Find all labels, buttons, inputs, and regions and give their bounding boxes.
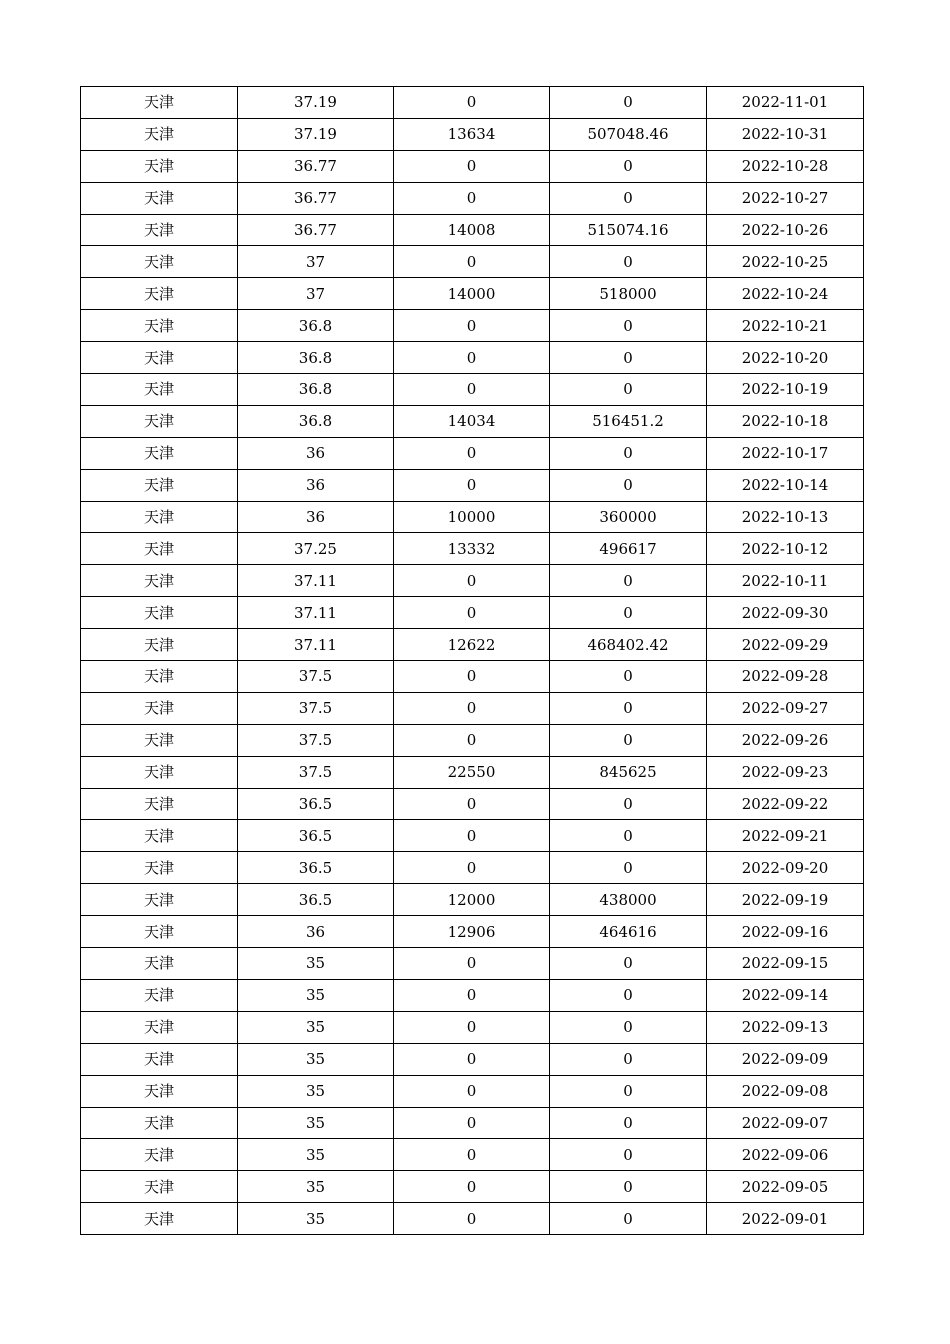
volume-cell: 0 [394, 788, 550, 820]
table-row [81, 979, 864, 1011]
price-cell: 37.19 [238, 87, 394, 119]
price-cell: 37.5 [238, 756, 394, 788]
price-cell: 35 [238, 1043, 394, 1075]
date-cell: 2022-09-23 [707, 756, 864, 788]
date-cell: 2022-10-27 [707, 182, 864, 214]
volume-cell: 0 [394, 1171, 550, 1203]
region-cell: 天津 [81, 246, 238, 278]
table-row [81, 278, 864, 310]
amount-cell: 0 [550, 724, 707, 756]
amount-cell: 0 [550, 1075, 707, 1107]
date-cell: 2022-09-13 [707, 1011, 864, 1043]
date-cell: 2022-09-14 [707, 979, 864, 1011]
date-cell: 2022-09-19 [707, 884, 864, 916]
volume-cell: 0 [394, 469, 550, 501]
region-cell: 天津 [81, 1171, 238, 1203]
region-cell: 天津 [81, 756, 238, 788]
table-row [81, 1011, 864, 1043]
volume-cell: 13332 [394, 533, 550, 565]
region-cell: 天津 [81, 1075, 238, 1107]
region-cell: 天津 [81, 852, 238, 884]
volume-cell: 12906 [394, 916, 550, 948]
date-cell: 2022-11-01 [707, 87, 864, 119]
date-cell: 2022-10-17 [707, 437, 864, 469]
table-row [81, 182, 864, 214]
region-cell: 天津 [81, 629, 238, 661]
date-cell: 2022-09-09 [707, 1043, 864, 1075]
region-cell: 天津 [81, 437, 238, 469]
price-cell: 37.5 [238, 692, 394, 724]
region-cell: 天津 [81, 1203, 238, 1235]
price-cell: 36.5 [238, 852, 394, 884]
price-cell: 36.77 [238, 214, 394, 246]
price-cell: 35 [238, 1011, 394, 1043]
price-cell: 37.25 [238, 533, 394, 565]
volume-cell: 0 [394, 1203, 550, 1235]
table-row [81, 1107, 864, 1139]
amount-cell: 464616 [550, 916, 707, 948]
region-cell: 天津 [81, 533, 238, 565]
volume-cell: 14000 [394, 278, 550, 310]
price-cell: 35 [238, 979, 394, 1011]
amount-cell: 0 [550, 150, 707, 182]
region-cell: 天津 [81, 469, 238, 501]
amount-cell: 0 [550, 1203, 707, 1235]
table-row [81, 469, 864, 501]
volume-cell: 0 [394, 820, 550, 852]
table-row [81, 118, 864, 150]
volume-cell: 14034 [394, 405, 550, 437]
amount-cell: 0 [550, 469, 707, 501]
table-row [81, 692, 864, 724]
region-cell: 天津 [81, 1043, 238, 1075]
price-cell: 37.11 [238, 629, 394, 661]
table-row [81, 374, 864, 406]
amount-cell: 0 [550, 788, 707, 820]
table-row [81, 820, 864, 852]
price-cell: 36 [238, 437, 394, 469]
region-cell: 天津 [81, 374, 238, 406]
date-cell: 2022-09-27 [707, 692, 864, 724]
table-row [81, 661, 864, 693]
date-cell: 2022-09-05 [707, 1171, 864, 1203]
price-cell: 36.5 [238, 820, 394, 852]
amount-cell: 515074.16 [550, 214, 707, 246]
amount-cell: 516451.2 [550, 405, 707, 437]
price-cell: 36.8 [238, 342, 394, 374]
region-cell: 天津 [81, 182, 238, 214]
volume-cell: 14008 [394, 214, 550, 246]
date-cell: 2022-09-22 [707, 788, 864, 820]
price-cell: 36.77 [238, 150, 394, 182]
price-cell: 37 [238, 246, 394, 278]
amount-cell: 0 [550, 374, 707, 406]
date-cell: 2022-10-14 [707, 469, 864, 501]
amount-cell: 360000 [550, 501, 707, 533]
date-cell: 2022-09-08 [707, 1075, 864, 1107]
volume-cell: 12622 [394, 629, 550, 661]
region-cell: 天津 [81, 278, 238, 310]
date-cell: 2022-10-21 [707, 310, 864, 342]
table-row [81, 724, 864, 756]
amount-cell: 0 [550, 1043, 707, 1075]
volume-cell: 0 [394, 979, 550, 1011]
amount-cell: 0 [550, 437, 707, 469]
region-cell: 天津 [81, 661, 238, 693]
date-cell: 2022-10-31 [707, 118, 864, 150]
amount-cell: 0 [550, 979, 707, 1011]
amount-cell: 845625 [550, 756, 707, 788]
amount-cell: 0 [550, 852, 707, 884]
table-row [81, 533, 864, 565]
region-cell: 天津 [81, 884, 238, 916]
region-cell: 天津 [81, 692, 238, 724]
volume-cell: 0 [394, 310, 550, 342]
region-cell: 天津 [81, 948, 238, 980]
volume-cell: 0 [394, 692, 550, 724]
price-cell: 36 [238, 501, 394, 533]
amount-cell: 0 [550, 1171, 707, 1203]
table-row [81, 214, 864, 246]
region-cell: 天津 [81, 820, 238, 852]
date-cell: 2022-10-12 [707, 533, 864, 565]
table-row [81, 788, 864, 820]
price-cell: 36 [238, 916, 394, 948]
amount-cell: 0 [550, 1107, 707, 1139]
date-cell: 2022-09-20 [707, 852, 864, 884]
volume-cell: 0 [394, 1075, 550, 1107]
price-cell: 37.19 [238, 118, 394, 150]
table-row [81, 1075, 864, 1107]
price-cell: 36.8 [238, 374, 394, 406]
date-cell: 2022-09-01 [707, 1203, 864, 1235]
date-cell: 2022-10-18 [707, 405, 864, 437]
price-cell: 35 [238, 1171, 394, 1203]
amount-cell: 0 [550, 246, 707, 278]
amount-cell: 468402.42 [550, 629, 707, 661]
amount-cell: 438000 [550, 884, 707, 916]
price-cell: 36 [238, 469, 394, 501]
volume-cell: 0 [394, 948, 550, 980]
date-cell: 2022-09-15 [707, 948, 864, 980]
volume-cell: 0 [394, 597, 550, 629]
amount-cell: 0 [550, 692, 707, 724]
price-cell: 35 [238, 1203, 394, 1235]
price-cell: 36.8 [238, 405, 394, 437]
table-row [81, 1203, 864, 1235]
region-cell: 天津 [81, 1011, 238, 1043]
volume-cell: 0 [394, 437, 550, 469]
price-cell: 35 [238, 1139, 394, 1171]
date-cell: 2022-10-20 [707, 342, 864, 374]
amount-cell: 0 [550, 87, 707, 119]
region-cell: 天津 [81, 788, 238, 820]
table-row [81, 884, 864, 916]
date-cell: 2022-09-07 [707, 1107, 864, 1139]
region-cell: 天津 [81, 979, 238, 1011]
region-cell: 天津 [81, 310, 238, 342]
price-cell: 37.5 [238, 724, 394, 756]
volume-cell: 0 [394, 87, 550, 119]
region-cell: 天津 [81, 916, 238, 948]
amount-cell: 0 [550, 182, 707, 214]
region-cell: 天津 [81, 597, 238, 629]
volume-cell: 0 [394, 1107, 550, 1139]
region-cell: 天津 [81, 150, 238, 182]
date-cell: 2022-10-19 [707, 374, 864, 406]
table-row [81, 87, 864, 119]
amount-cell: 0 [550, 597, 707, 629]
table-row [81, 565, 864, 597]
volume-cell: 0 [394, 342, 550, 374]
volume-cell: 12000 [394, 884, 550, 916]
amount-cell: 0 [550, 661, 707, 693]
price-cell: 35 [238, 1107, 394, 1139]
price-cell: 36.5 [238, 884, 394, 916]
region-cell: 天津 [81, 724, 238, 756]
table-row [81, 1171, 864, 1203]
table-row [81, 852, 864, 884]
volume-cell: 0 [394, 852, 550, 884]
date-cell: 2022-09-29 [707, 629, 864, 661]
volume-cell: 0 [394, 246, 550, 278]
volume-cell: 10000 [394, 501, 550, 533]
amount-cell: 0 [550, 310, 707, 342]
region-cell: 天津 [81, 565, 238, 597]
table-row [81, 1043, 864, 1075]
date-cell: 2022-09-21 [707, 820, 864, 852]
date-cell: 2022-10-28 [707, 150, 864, 182]
amount-cell: 0 [550, 342, 707, 374]
price-cell: 36.8 [238, 310, 394, 342]
volume-cell: 0 [394, 661, 550, 693]
date-cell: 2022-10-24 [707, 278, 864, 310]
amount-cell: 0 [550, 1011, 707, 1043]
price-cell: 35 [238, 1075, 394, 1107]
date-cell: 2022-10-11 [707, 565, 864, 597]
table-row [81, 405, 864, 437]
date-cell: 2022-10-13 [707, 501, 864, 533]
table-row [81, 342, 864, 374]
region-cell: 天津 [81, 1107, 238, 1139]
amount-cell: 0 [550, 820, 707, 852]
date-cell: 2022-09-30 [707, 597, 864, 629]
region-cell: 天津 [81, 501, 238, 533]
volume-cell: 0 [394, 1011, 550, 1043]
table-body [81, 87, 864, 1235]
amount-cell: 0 [550, 948, 707, 980]
price-cell: 37.11 [238, 597, 394, 629]
date-cell: 2022-09-06 [707, 1139, 864, 1171]
table-row [81, 437, 864, 469]
price-cell: 37.11 [238, 565, 394, 597]
amount-cell: 0 [550, 565, 707, 597]
region-cell: 天津 [81, 342, 238, 374]
date-cell: 2022-10-26 [707, 214, 864, 246]
date-cell: 2022-09-16 [707, 916, 864, 948]
region-cell: 天津 [81, 118, 238, 150]
volume-cell: 22550 [394, 756, 550, 788]
amount-cell: 496617 [550, 533, 707, 565]
volume-cell: 0 [394, 724, 550, 756]
date-cell: 2022-09-26 [707, 724, 864, 756]
region-cell: 天津 [81, 87, 238, 119]
price-cell: 37.5 [238, 661, 394, 693]
volume-cell: 0 [394, 1139, 550, 1171]
table-row [81, 150, 864, 182]
table-row [81, 501, 864, 533]
table-row [81, 948, 864, 980]
amount-cell: 0 [550, 1139, 707, 1171]
region-cell: 天津 [81, 1139, 238, 1171]
amount-cell: 518000 [550, 278, 707, 310]
amount-cell: 507048.46 [550, 118, 707, 150]
table-row [81, 756, 864, 788]
table-row [81, 597, 864, 629]
table-row [81, 1139, 864, 1171]
region-cell: 天津 [81, 214, 238, 246]
price-cell: 36.5 [238, 788, 394, 820]
date-cell: 2022-09-28 [707, 661, 864, 693]
price-cell: 36.77 [238, 182, 394, 214]
price-cell: 37 [238, 278, 394, 310]
volume-cell: 0 [394, 565, 550, 597]
volume-cell: 13634 [394, 118, 550, 150]
table-row [81, 916, 864, 948]
volume-cell: 0 [394, 150, 550, 182]
volume-cell: 0 [394, 182, 550, 214]
price-volume-table [80, 86, 864, 1235]
volume-cell: 0 [394, 1043, 550, 1075]
table-row [81, 310, 864, 342]
price-cell: 35 [238, 948, 394, 980]
table-row [81, 629, 864, 661]
table-row [81, 246, 864, 278]
region-cell: 天津 [81, 405, 238, 437]
date-cell: 2022-10-25 [707, 246, 864, 278]
volume-cell: 0 [394, 374, 550, 406]
